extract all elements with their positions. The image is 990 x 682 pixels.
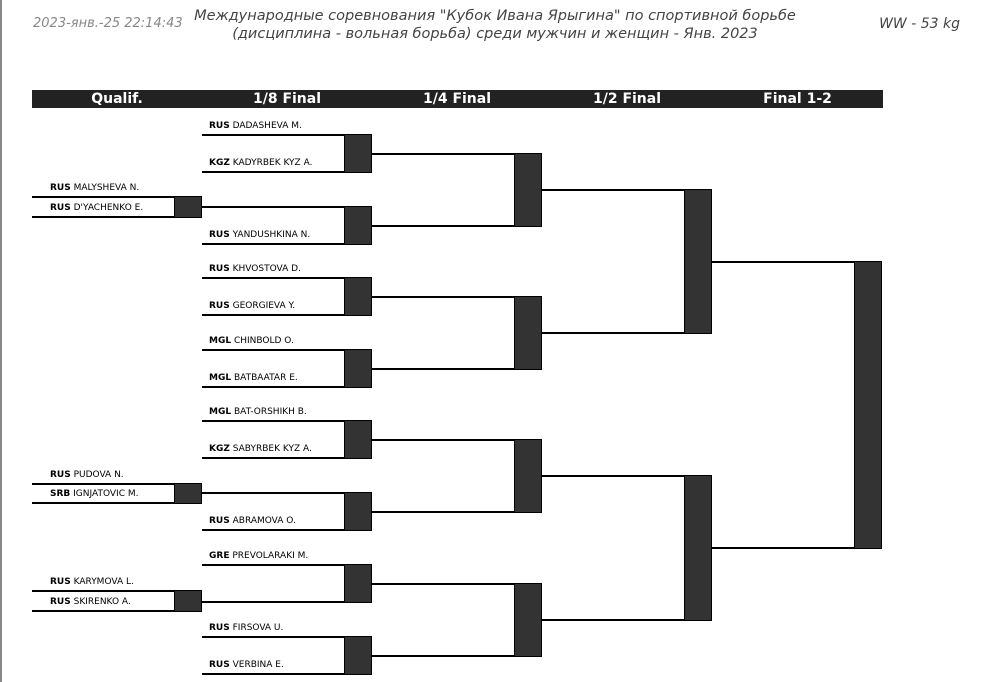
wrestler-label xyxy=(50,183,139,194)
wrestler-name: BATBAATAR E. xyxy=(233,373,298,383)
wrestler-name: MALYSHEVA N. xyxy=(73,183,140,193)
country-code: RUS xyxy=(209,516,230,526)
wrestler-label xyxy=(50,489,138,500)
bout-box xyxy=(514,583,542,657)
wrestler-name: KARYMOVA L. xyxy=(73,577,134,587)
wrestler-label xyxy=(209,230,310,241)
wrestler-label xyxy=(50,470,124,481)
wrestler-name: KHVOSTOVA D. xyxy=(232,264,301,274)
country-code: RUS xyxy=(50,577,71,587)
bout-box xyxy=(344,206,372,245)
wrestler-label xyxy=(209,121,302,132)
bout-box xyxy=(344,349,372,388)
wrestler-label xyxy=(50,597,131,608)
country-code: RUS xyxy=(209,264,230,274)
country-code: MGL xyxy=(209,336,232,346)
country-code: KGZ xyxy=(209,444,230,454)
wrestler-name: YANDUSHKINA N. xyxy=(232,230,311,240)
wrestler-label xyxy=(209,264,301,275)
bout-box xyxy=(684,475,712,621)
wrestler-label xyxy=(209,444,312,455)
round-final: Final 1-2 xyxy=(763,91,832,107)
bout-box xyxy=(854,261,882,549)
country-code: RUS xyxy=(50,203,71,213)
country-code: RUS xyxy=(209,623,230,633)
qualif-box xyxy=(174,590,202,612)
bout-box xyxy=(514,296,542,370)
bout-box xyxy=(344,134,372,173)
wrestler-name: BAT-ORSHIKH B. xyxy=(233,407,307,417)
country-code: KGZ xyxy=(209,158,230,168)
wrestler-name: DADASHEVA M. xyxy=(232,121,302,131)
wrestler-name: CHINBOLD O. xyxy=(233,336,294,346)
wrestler-name: PUDOVA N. xyxy=(73,470,124,480)
wrestler-name: SKIRENKO A. xyxy=(73,597,131,607)
country-code: RUS xyxy=(209,660,230,670)
left-border xyxy=(0,0,2,682)
bout-box xyxy=(344,420,372,459)
bout-box xyxy=(514,153,542,227)
wrestler-label xyxy=(209,373,298,384)
qualif-box xyxy=(174,196,202,218)
country-code: SRB xyxy=(50,489,71,499)
country-code: RUS xyxy=(209,301,230,311)
bout-box xyxy=(344,564,372,603)
wrestler-label xyxy=(50,577,134,588)
wrestler-name: FIRSOVA U. xyxy=(232,623,284,633)
wrestler-name: PREVOLARAKI M. xyxy=(232,551,309,561)
country-code: MGL xyxy=(209,407,232,417)
wrestler-name: VERBINA E. xyxy=(232,660,284,670)
weight-class: WW - 53 kg xyxy=(879,16,960,32)
title-line-2: (дисциплина - вольная борьба) среди мужчин и женщин - Янв. 2023 xyxy=(232,26,758,42)
country-code: MGL xyxy=(209,373,232,383)
bout-box xyxy=(344,492,372,531)
bout-box xyxy=(684,189,712,334)
round-quarter: 1/4 Final xyxy=(422,91,492,107)
round-semi: 1/2 Final xyxy=(592,91,662,107)
round-qualif: Qualif. xyxy=(91,91,143,107)
wrestler-name: IGNJATOVIC M. xyxy=(73,489,139,499)
wrestler-label xyxy=(50,203,143,214)
wrestler-name: ABRAMOVA O. xyxy=(232,516,296,526)
country-code: GRE xyxy=(209,551,230,561)
wrestler-label xyxy=(209,158,312,169)
qualif-box xyxy=(174,483,202,504)
wrestler-label xyxy=(209,516,296,527)
country-code: RUS xyxy=(50,183,71,193)
country-code: RUS xyxy=(209,230,230,240)
country-code: RUS xyxy=(209,121,230,131)
rounds-header xyxy=(32,90,883,108)
wrestler-name: KADYRBEK KYZ A. xyxy=(232,158,313,168)
wrestler-label xyxy=(209,660,284,671)
event-title xyxy=(180,7,810,43)
wrestler-name: D'YACHENKO E. xyxy=(73,203,144,213)
wrestler-label xyxy=(209,623,283,634)
wrestler-label xyxy=(209,336,294,347)
wrestler-name: GEORGIEVA Y. xyxy=(232,301,296,311)
timestamp: 2023-янв.-25 22:14:43 xyxy=(33,16,183,31)
country-code: RUS xyxy=(50,597,71,607)
bout-box xyxy=(514,439,542,513)
wrestler-label xyxy=(209,551,308,562)
wrestler-label xyxy=(209,301,295,312)
bout-box xyxy=(344,277,372,316)
wrestler-name: SABYRBEK KYZ A. xyxy=(232,444,312,454)
wrestler-label xyxy=(209,407,307,418)
bout-box xyxy=(344,636,372,675)
title-line-1: Международные соревнования "Кубок Ивана Ярыгина" по спортивной борьбе xyxy=(194,8,796,24)
round-eighth: 1/8 Final xyxy=(252,91,322,107)
country-code: RUS xyxy=(50,470,71,480)
